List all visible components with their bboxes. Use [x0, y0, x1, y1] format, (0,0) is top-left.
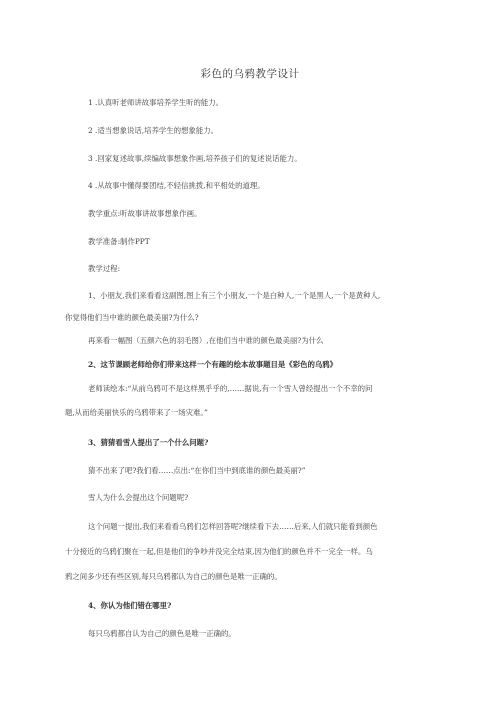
body-line: 鸦之间多少还有些区别,每只乌鸦都认为自己的颜色是唯一正确的。 [65, 572, 282, 581]
objective-line-1: 1 .认真听老师讲故事培养学生听的能力。 [88, 98, 224, 107]
body-line: 4、你认为他们错在哪里? [88, 601, 172, 610]
body-line: 老师读绘本:“从前乌鸦可不是这样黑乎乎的,……据说,有一个雪人曾经提出一个不幸的问 [88, 384, 373, 393]
body-line: 1、小朋友,我们来看看这副图,图上有三个小朋友,一个是白种人,一个是黑人,一个是黄种人, [88, 291, 381, 300]
body-line: 这个问题一提出,我们来看看乌鸦们怎样回答呢?继续看下去……后来,人们就只能看到颜色 [88, 522, 378, 531]
body-line: 十分接近的乌鸦们聚在一起,但是他们的争吵并没完全结束,因为他们的颜色并不一完全一样。乌 [65, 547, 373, 556]
objective-line-2: 2 .适当想象说话,培养学生的想象能力。 [88, 126, 219, 135]
document-title: 彩色的乌鸦教学设计 [200, 68, 300, 80]
body-line: 猜不出来了吧?我们看……点出:“在你们当中到底谁的颜色最美丽?” [88, 466, 306, 475]
body-line: 雪人为什么会提出这个问题呢? [88, 493, 189, 502]
body-line: 再来看一幅图（五颜六色的羽毛图）,在他们当中谁的颜色最美丽?为什么 [88, 336, 324, 345]
body-line: 2、这节课顾老师给你们带来这样一个有趣的绘本故事题目是《彩色的乌鸦》 [88, 360, 338, 369]
objective-line-3: 3 .回家复述故事,续编故事想象作画,培养孩子们的复述说话能力。 [88, 154, 302, 163]
body-line: 每只乌鸦都自认为自己的颜色是唯一正确的。 [88, 629, 236, 638]
objective-line-4: 4 .从故事中懂得要团结,不轻信挑拨,和平相处的道理。 [88, 181, 265, 190]
key-points-line: 教学重点:听故事讲故事想象作画。 [88, 209, 202, 218]
body-line: 你觉得他们当中谁的颜色最美丽?为什么? [65, 313, 199, 322]
body-line: 3、猜猜看雪人提出了一个什么问题? [88, 438, 209, 447]
process-heading: 教学过程: [88, 264, 121, 273]
preparation-line: 教学准备:制作PPT [88, 237, 150, 246]
body-line: 题,从而给美丽快乐的乌鸦带来了一场灾难。” [65, 408, 208, 417]
